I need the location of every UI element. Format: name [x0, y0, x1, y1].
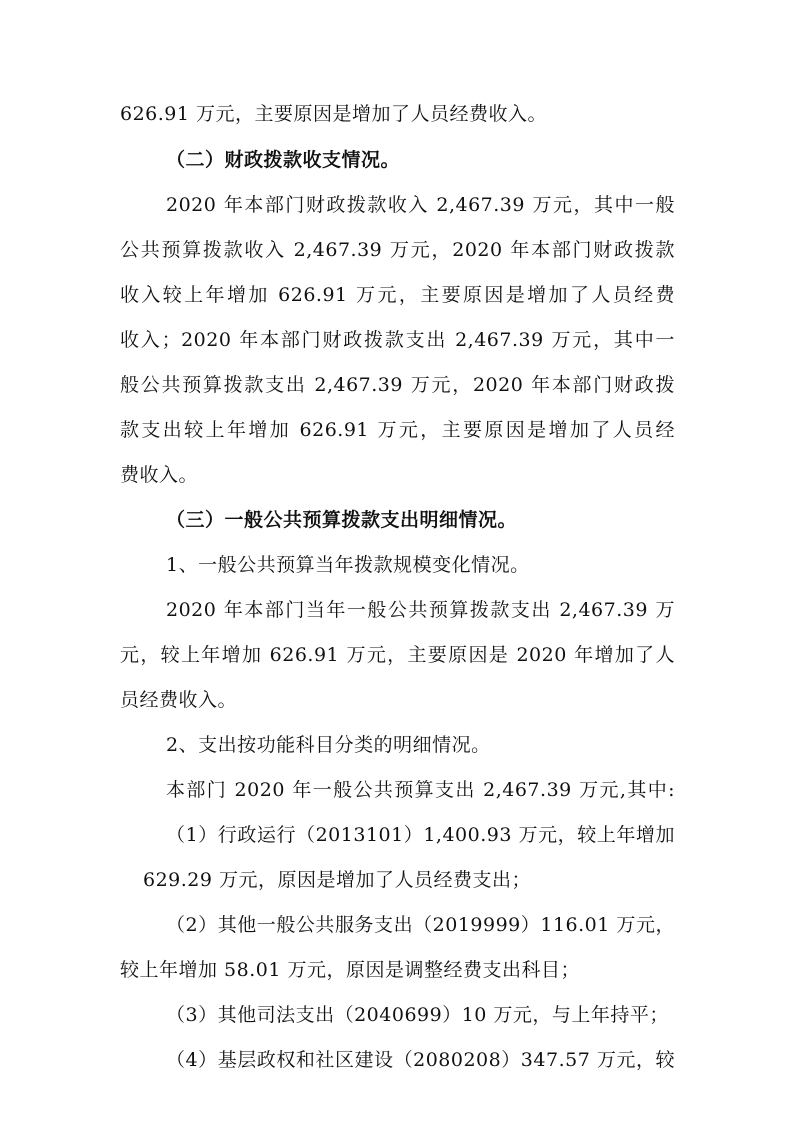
- list-item: （1）行政运行（2013101）1,400.93 万元，较上年增加: [166, 824, 675, 846]
- subheading: 2、支出按功能科目分类的明细情况。: [166, 734, 491, 756]
- paragraph-line: 收入；2020 年本部门财政拨款支出 2,467.39 万元，其中一: [120, 329, 675, 351]
- paragraph-line: 2020 年本部门财政拨款收入 2,467.39 万元，其中一般: [166, 194, 675, 216]
- paragraph-line: 本部门 2020 年一般公共预算支出 2,467.39 万元,其中:: [166, 779, 675, 801]
- paragraph-line: 费收入。: [120, 464, 199, 486]
- paragraph-line: 收入较上年增加 626.91 万元，主要原因是增加了人员经费: [120, 284, 675, 306]
- paragraph-line: 员经费收入。: [120, 689, 238, 711]
- section-heading: （三）一般公共预算拨款支出明细情况。: [166, 509, 518, 531]
- list-item-continued: 较上年增加 58.01 万元，原因是调整经费支出科目；: [120, 959, 580, 981]
- paragraph-line: 2020 年本部门当年一般公共预算拨款支出 2,467.39 万: [166, 599, 675, 621]
- subheading: 1、一般公共预算当年拨款规模变化情况。: [166, 554, 530, 576]
- list-item-continued: 629.29 万元，原因是增加了人员经费支出；: [143, 869, 532, 891]
- paragraph-line: 公共预算拨款收入 2,467.39 万元，2020 年本部门财政拨款: [120, 239, 675, 261]
- paragraph-line: 626.91 万元，主要原因是增加了人员经费收入。: [120, 103, 548, 125]
- paragraph-line: 元，较上年增加 626.91 万元，主要原因是 2020 年增加了人: [120, 644, 675, 666]
- list-item: （2）其他一般公共服务支出（2019999）116.01 万元，: [166, 914, 675, 936]
- list-item: （3）其他司法支出（2040699）10 万元，与上年持平；: [166, 1004, 669, 1026]
- section-heading: （二）财政拨款收支情况。: [166, 149, 401, 171]
- list-item: （4）基层政权和社区建设（2080208）347.57 万元，较: [166, 1049, 675, 1071]
- paragraph-line: 般公共预算拨款支出 2,467.39 万元，2020 年本部门财政拨: [120, 374, 675, 396]
- paragraph-line: 款支出较上年增加 626.91 万元，主要原因是增加了人员经: [120, 419, 675, 441]
